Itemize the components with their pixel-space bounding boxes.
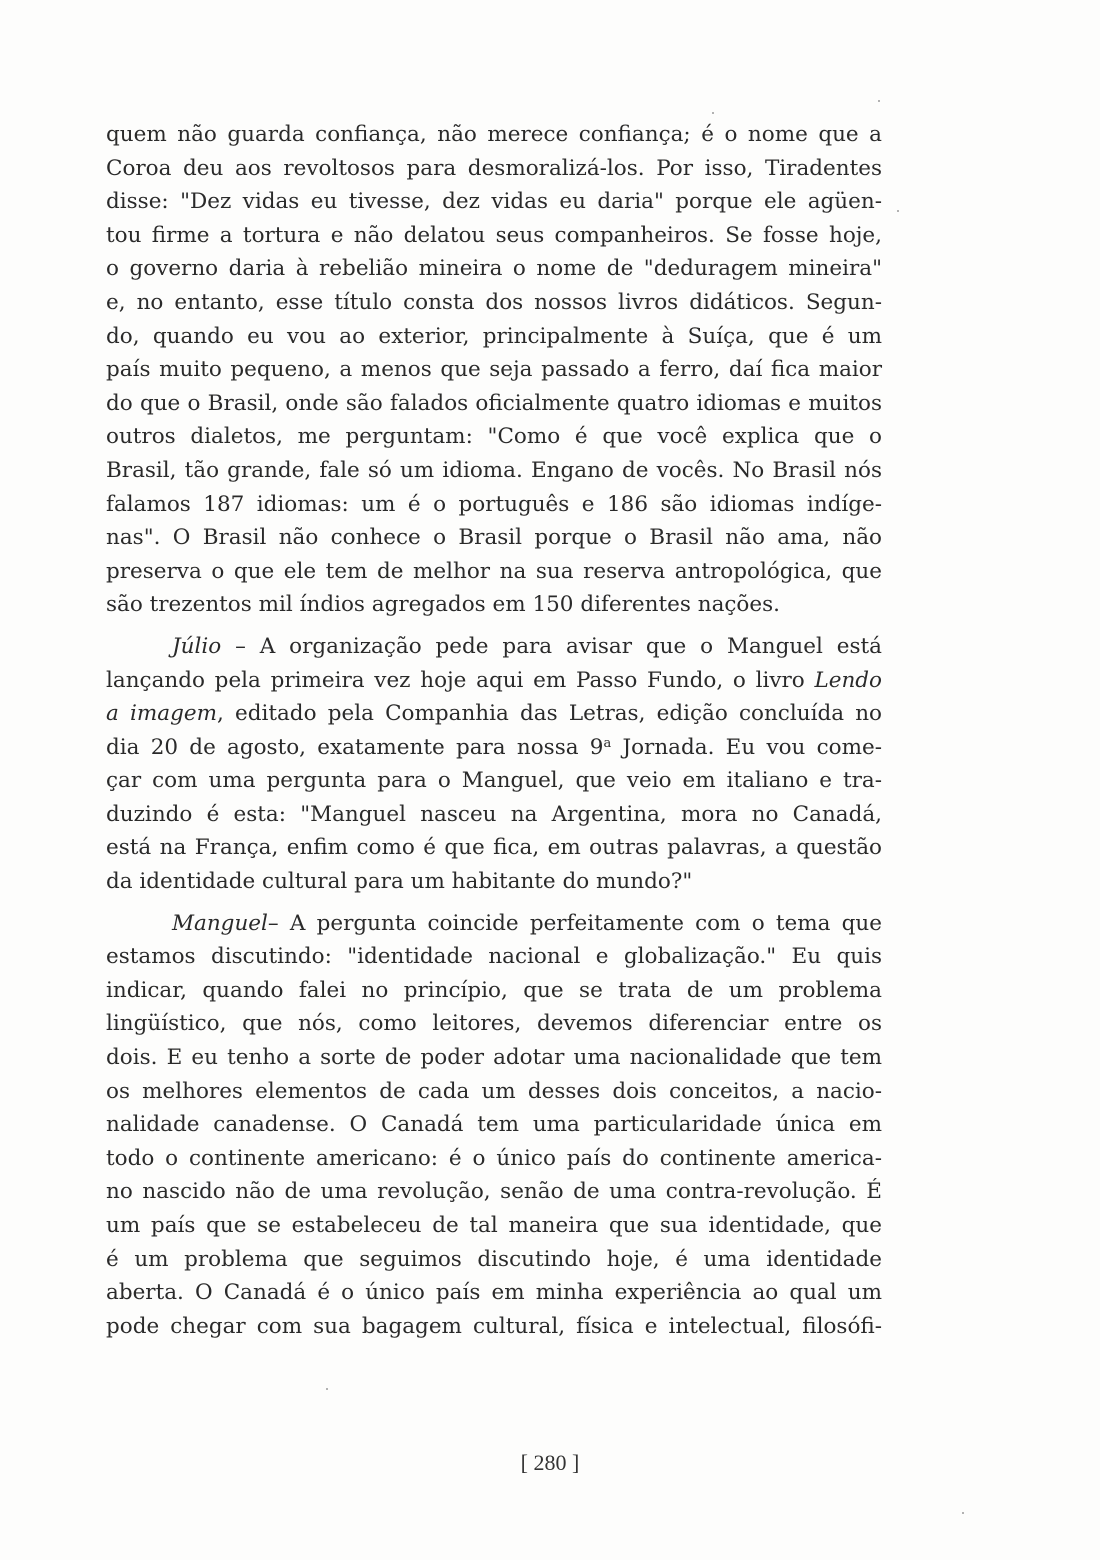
scan-speck (712, 112, 714, 114)
paragraph-1-line: preserva o que ele tem de melhor na sua reserva antropológica, que (106, 558, 882, 584)
scan-speck (962, 1512, 964, 1514)
paragraph-1-line: país muito pequeno, a menos que seja passado a ferro, daí fica maior (106, 357, 882, 383)
paragraph-3-line: um país que se estabeleceu de tal maneira que sua identidade, que (106, 1213, 882, 1238)
paragraph-1-line: quem não guarda confiança, não merece confiança; é o nome que a (106, 122, 882, 147)
speaker-julio: Júlio (172, 633, 222, 659)
ordinal-superscript: a (603, 735, 612, 751)
book-title-part-2: a imagem (106, 701, 217, 727)
paragraph-1-line: Brasil, tão grande, fale só um idioma. Engano de vocês. No Brasil nós (106, 457, 882, 483)
paragraph-2-line-2-text: lançando pela primeira vez hoje aqui em Passo Fundo, o livro (106, 667, 815, 693)
paragraph-2-line-4-text: dia 20 de agosto, exatamente para nossa 9 (106, 734, 604, 760)
paragraph-3-line: nalidade canadense. O Canadá tem uma particularidade única em (106, 1112, 882, 1138)
paragraph-2-line-2 (106, 664, 882, 698)
paragraph-3-line: estamos discutindo: "identidade nacional e globalização." Eu quis (106, 944, 882, 970)
paragraph-1-line: são trezentos mil índios agregados em 150 diferentes nações. (106, 592, 780, 618)
paragraph-gap (106, 622, 882, 630)
paragraph-2-line: çar com uma pergunta para o Manguel, que veio em italiano e tra- (106, 768, 882, 794)
paragraph-3-line-1-text: – A pergunta coincide perfeitamente com o tema que (267, 910, 882, 936)
paragraph-3 (106, 907, 882, 1344)
page-number: [ 280 ] (520, 1450, 580, 1475)
body-text (106, 118, 882, 1343)
paragraph-3-line: dois. E eu tenho a sorte de poder adotar uma nacionalidade que tem (106, 1045, 882, 1071)
paragraph-2 (106, 630, 882, 899)
paragraph-2-line-4 (106, 731, 882, 765)
paragraph-1-line: o governo daria à rebelião mineira o nome de "deduragem mineira" (106, 256, 882, 282)
paragraph-1-line: tou firme a tortura e não delatou seus companheiros. Se fosse hoje, (106, 222, 882, 248)
paragraph-3-line-1 (106, 907, 882, 941)
paragraph-3-line: pode chegar com sua bagagem cultural, física e intelectual, filosófi- (106, 1313, 882, 1339)
scan-speck (897, 210, 899, 212)
paragraph-2-line: está na França, enfim como é que fica, em outras palavras, a questão (106, 835, 882, 861)
paragraph-1-line: outros dialetos, me perguntam: "Como é que você explica que o (106, 424, 882, 450)
paragraph-2-line: duzindo é esta: "Manguel nasceu na Argentina, mora no Canadá, (106, 801, 882, 827)
paragraph-3-line: todo o continente americano: é o único país do continente america- (106, 1145, 882, 1171)
paragraph-3-line: indicar, quando falei no princípio, que se trata de um problema (106, 977, 882, 1003)
paragraph-3-line: lingüístico, que nós, como leitores, devemos diferenciar entre os (106, 1011, 882, 1037)
paragraph-1 (106, 118, 882, 622)
scan-speck (878, 100, 880, 102)
speaker-manguel: Manguel (172, 910, 268, 936)
paragraph-3-line: os melhores elementos de cada um desses dois conceitos, a nacio- (106, 1078, 882, 1104)
paragraph-1-line: falamos 187 idiomas: um é o português e 186 são idiomas indíge- (106, 491, 882, 517)
paragraph-2-rest (106, 764, 882, 898)
paragraph-3-line: aberta. O Canadá é o único país em minha experiência ao qual um (106, 1280, 882, 1306)
paragraph-2-line-3-text: , editado pela Companhia das Letras, edição concluída no (216, 701, 882, 727)
paragraph-1-line: disse: "Dez vidas eu tivesse, dez vidas eu daria" porque ele agüen- (106, 189, 882, 215)
paragraph-2-line: da identidade cultural para um habitante do mundo?" (106, 869, 693, 895)
scan-speck (326, 1388, 328, 1390)
paragraph-2-line-1-text: – A organização pede para avisar que o Manguel está (221, 633, 882, 659)
paragraph-gap (106, 899, 882, 907)
paragraph-3-rest (106, 940, 882, 1343)
paragraph-2-line-3 (106, 697, 882, 731)
paragraph-1-line: do, quando eu vou ao exterior, principalmente à Suíça, que é um (106, 323, 882, 349)
paragraph-2-line-4-end: Jornada. Eu vou come- (611, 734, 882, 760)
paragraph-3-line: é um problema que seguimos discutindo hoje, é uma identidade (106, 1246, 882, 1272)
paragraph-1-line: Coroa deu aos revoltosos para desmoralizá-los. Por isso, Tiradentes (106, 155, 882, 181)
paragraph-1-line: do que o Brasil, onde são falados oficialmente quatro idiomas e muitos (106, 390, 882, 416)
book-title-part-1: Lendo (814, 667, 882, 693)
paragraph-2-line-1 (106, 630, 882, 664)
paragraph-1-line: e, no entanto, esse título consta dos nossos livros didáticos. Segun- (106, 289, 882, 315)
paragraph-1-line: nas". O Brasil não conhece o Brasil porque o Brasil não ama, não (106, 525, 882, 551)
paragraph-3-line: no nascido não de uma revolução, senão de uma contra-revolução. É (106, 1179, 882, 1205)
